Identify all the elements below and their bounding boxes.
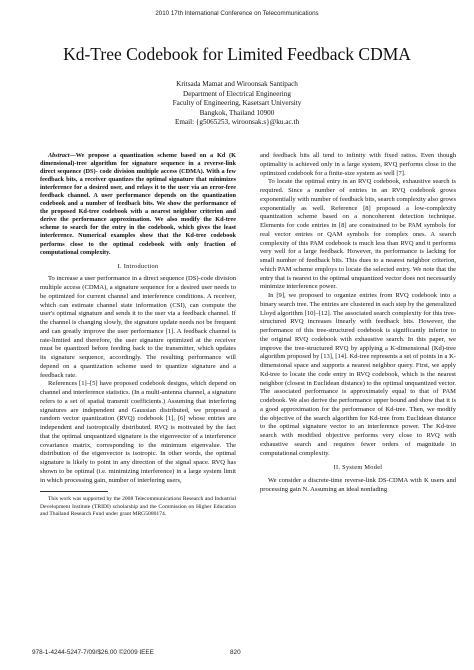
right-column [260,152,456,495]
author-email: Email: {g5065253, wiroonsak.s}@ku.ac.th [174,118,300,127]
footnote-rule [40,491,108,492]
funding-footnote: This work was supported by the 2008 Telecommunications Research and Industrial Development Institute (TRIDI) scholarship and the Commission on Higher Education and Thailand Research Fund under grant MRG5080174. [40,496,236,517]
intro-paragraph-2: References [1]–[5] have proposed codebook designs, which depend on channel and interference statistics. (In a multi-antenna channel, a signature refers to a set of spatial transmit coefficients.) Assuming that interfering signatures are independent and Gaussian distributed, we proposed a random vector quantization (RVQ) codebook [1], [6] whose entries are independent and isotropically distributed. RVQ is motivated by the fact that the optimal unquantized signature is the eigenvector of a interference covariance matrix, corresponding to the minimum eigenvalue. The distribution of the eigenvector is isotropic. In other words, the optimal signature is likely to point in any direction of the signal space. RVQ has shown to be optimal (i.e. minimizing interference) in a large system limit in which processing gain, number of interfering users, [40,380,236,484]
paper-title: Kd-Tree Codebook for Limited Feedback CDMA [63,44,411,64]
intro-paragraph-1: To increase a user performance in a direct sequence (DS)-code division multiple access (CDMA), a signature sequence for a desired user needs to be optimized for current channel and interference conditions. A receiver, which can estimate channel state information (CSI), can compute the user's optimal signature and sends it to the user via a feedback channel. If the channel is changing slowly, the signature update needs not be frequent and can greatly improve the user performance [1]. A feedback channel is rate-limited and therefore, the user signature optimized at the receiver must be quantized before feeding back to the transmitter, which updates its signature sequence, accordingly. The resulting performance will depend on a quantization scheme used to quantize signature and a feedback rate. [40,275,236,379]
page-number: 820 [230,649,241,656]
section-heading-introduction: I. Introduction [117,262,159,270]
author-faculty: Faculty of Engineering, Kasetsart University [172,99,302,108]
right-paragraph-2: To locate the optimal entry in an RVQ codebook, exhaustive search is required. Since a number of entries in an RVQ codebook grows exponentially with number of feedback bits, search complexity also grows exponentially as well. Reference [8] proposed a low-complexity quantization scheme based on a noncoherent detection technique. Elements for code entries in [8] are constrained to be PAM symbols for real vector entries or QAM symbols for complex ones. A search complexity of this PAM codebook is much less than RVQ and it performs very well for a large feedback. However, its performance is lacking for small number of feedback bits. This dues to a nearest neighbor criterion, which PAM scheme employs to locate the selected entry. We note that the entry that is nearest to the optimal unquantized vector does not necessarily minimize interference power. [260,178,456,291]
author-department: Department of Electrical Engineering [183,89,291,98]
system-model-paragraph: We consider a discrete-time reverse-link DS-CDMA with K users and processing gain N. Assuming an ideal nonfading [260,477,456,493]
right-paragraph-1: and feedback bits all tend to infinity with fixed ratios. Even though optimality is achieved only in a large system, RVQ performs close to the optimized codebook for a finite-size system as well [7]. [260,152,456,177]
author-address: Bangkok, Thailand 10900 [199,108,275,117]
abstract [40,152,236,257]
left-column [40,152,236,518]
right-paragraph-3: In [9], we proposed to organize entries from RVQ codebook into a binary search tree. The entries are clustered in each step by the generalized Lloyd algorithm [10]–[12]. The associated search complexity for this tree-structured RVQ increases linearly with feedback bits. However, the performance of this tree-structured codebook is significantly inferior to the original RVQ codebook with exhaustive search. In this paper, we improve the tree-structured RVQ by applying a K-dimensional (Kd)-tree algorithm proposed by [13], [14]. Kd-tree represents a set of points in a K-dimensional space and supports a nearest neighbor query. First, we apply Kd-tree to locate the code entry in RVQ codebook, which is the nearest neighbor (closest in Euclidean distance) to the optimal unquantized vector. The associated performance is approximately equal to that of PAM codebook. We also derive the performance upper bound and show that it is a good approximation for the performance of Kd-tree. Then, we modify the objective of the search algorithm for Kd-tree from Euclidean distance to the optimal signature vector to an interference power. The Kd-tree search with modified objective performs very close to RVQ with exhaustive search and requires fewer orders of magnitude in computational complexity. [260,292,457,457]
author-names: Kritsada Mamat and Wiroonsak Santipach [176,80,298,88]
abstract-text: —We propose a quantization scheme based on a Kd (K dimensional)-tree algorithm for signature sequence in a reverse-link direct sequence (DS)- code division multiple access (CDMA). With a few feedback bits, a receiver quantizes the optimal signature that minimizes interference for a desired user, and relays it to the user via an error-free feedback channel. A user performance depends on the quantization codebook and a number of feedback bits. We show the performance of the proposed Kd-tree codebook with a nearest neighbor criterion and derive the performance approximation. We also modify the Kd-tree scheme to search for the entry in the codebook, which gives the least interference. Numerical examples show that the Kd-tree codebook performs close to the optimal codebook with only fraction of computational complexity. [40,152,236,256]
section-heading-system-model: II. System Model [333,464,383,472]
author-block [0,80,474,128]
conference-header: 2010 17th International Conference on Telecommunications [155,10,319,17]
abstract-label: Abstract [48,152,70,159]
copyright-footer: 978-1-4244-5247-7/09/$26.00 ©2009 IEEE [32,649,154,656]
